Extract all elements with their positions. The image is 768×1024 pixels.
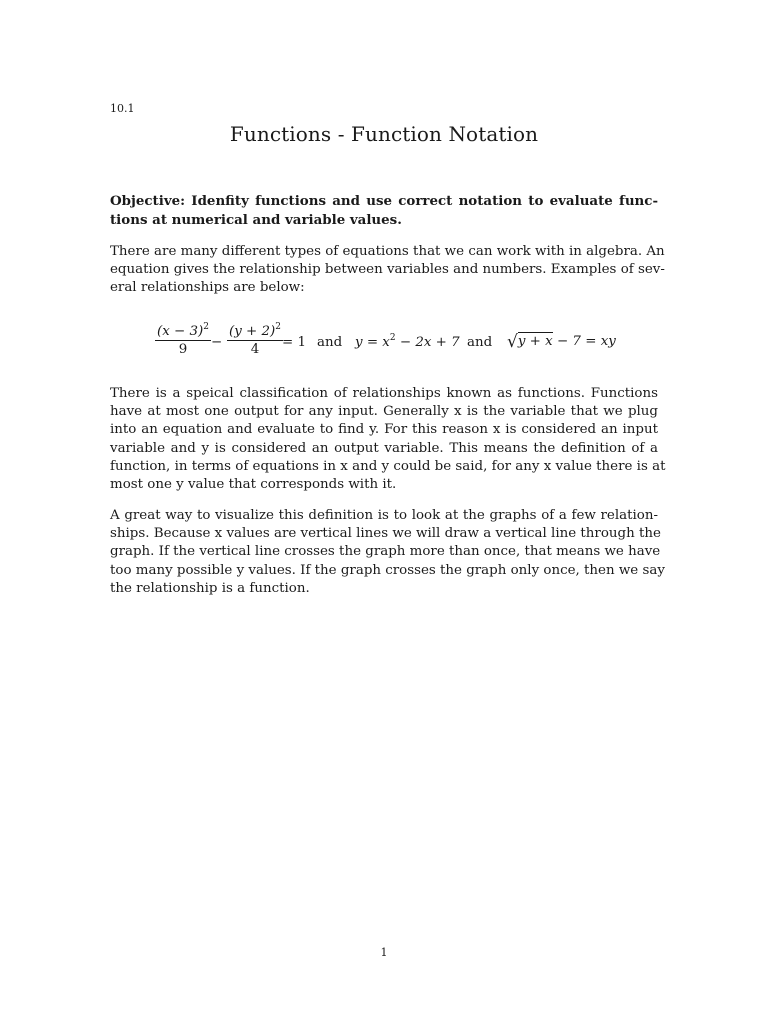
page-title: Functions - Function Notation — [229, 122, 539, 146]
paragraph-line: eral relationships are below: — [110, 280, 305, 296]
paragraph-line: the relationship is a function. — [110, 580, 310, 596]
paragraph-line: most one y value that corresponds with it. — [110, 477, 397, 493]
fraction-numerator: (y + 2) — [229, 324, 276, 339]
radicand: y + x — [517, 334, 553, 349]
equals-one: = 1 — [282, 335, 306, 350]
functions-definition-paragraph — [110, 385, 666, 494]
conjunction-and: and — [317, 335, 343, 350]
paragraph-line: There are many different types of equations that we can work with in algebra. An — [110, 244, 665, 259]
equation-quadratic: $y = x^2 - 2x + 7$ — [355, 333, 460, 350]
paragraph-line: function, in terms of equations in x and y could be said, for any x value there is at — [110, 458, 666, 474]
minus-sign: − — [211, 335, 223, 350]
paragraph-line: ships. Because x values are vertical lines we will draw a vertical line through the — [110, 526, 661, 542]
paragraph-line: graph. If the vertical line crosses the graph more than once, that means we have — [110, 544, 661, 560]
radical-icon: √ — [507, 332, 518, 352]
equation-radical: √y + x − 7 = xy — [507, 332, 616, 352]
page-number: 1 — [380, 946, 388, 959]
objective-line-2: tions at numerical and variable values. — [110, 212, 402, 228]
exponent: 2 — [275, 322, 282, 332]
vertical-line-test-paragraph — [110, 507, 665, 598]
paragraph-line: into an equation and evaluate to find y. For this reason x is considered an input — [110, 422, 658, 438]
exponent: 2 — [203, 322, 209, 332]
paragraph-line: A great way to visualize this definition is to look at the graphs of a few relation- — [110, 508, 658, 523]
fraction-y-plus-2 — [227, 324, 283, 357]
conjunction-and: and — [467, 335, 493, 350]
fraction-denominator: 4 — [250, 342, 260, 357]
paragraph-line: variable and y is considered an output variable. This means the definition of a — [110, 440, 658, 456]
paragraph-line: There is a speical classification of relationships known as functions. Functions — [110, 386, 658, 401]
fraction-numerator: (x − 3) — [157, 324, 204, 339]
objective-statement — [110, 192, 658, 230]
fraction-denominator: 9 — [178, 342, 188, 357]
paragraph-line: have at most one output for any input. Generally x is the variable that we plug — [110, 404, 658, 420]
paragraph-line: equation gives the relationship between variables and numbers. Examples of sev- — [110, 262, 665, 278]
objective-line-1: Objective: Idenfity functions and use correct notation to evaluate func- — [110, 193, 658, 209]
fraction-x-minus-3 — [155, 324, 211, 357]
intro-paragraph — [110, 243, 665, 298]
section-number: 10.1 — [110, 102, 135, 115]
paragraph-line: too many possible y values. If the graph crosses the graph only once, then we say — [110, 562, 665, 578]
